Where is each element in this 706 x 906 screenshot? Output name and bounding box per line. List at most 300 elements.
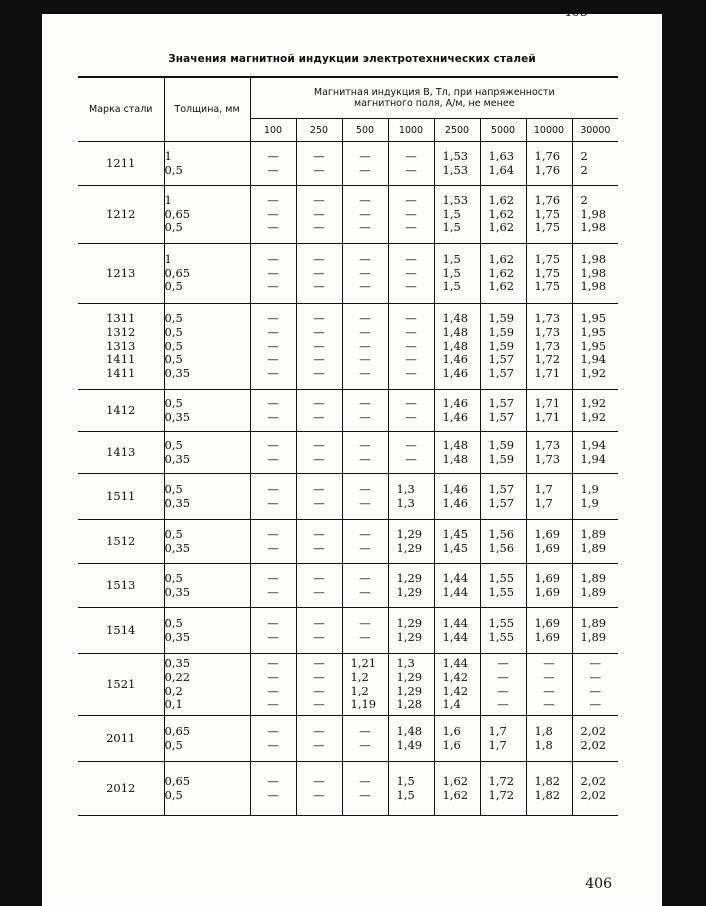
induction-cell	[526, 186, 572, 244]
grade-cell	[78, 186, 164, 244]
thickness-value: 0,65	[164, 723, 191, 738]
induction-cell	[296, 390, 342, 432]
induction-value: 1,42	[442, 683, 469, 698]
grade-label: 1413	[106, 444, 136, 459]
grade-cell	[78, 654, 164, 716]
induction-value: 1,9	[580, 481, 599, 496]
induction-cell	[250, 564, 296, 608]
induction-value: 1,48	[442, 338, 469, 353]
grade-cell	[78, 716, 164, 762]
induction-value: 1,98	[580, 279, 607, 294]
induction-cell	[388, 608, 434, 654]
induction-cell	[480, 390, 526, 432]
induction-value: 1,2	[350, 683, 369, 698]
header-field-1000: 1000	[388, 119, 434, 142]
induction-value: —	[359, 737, 371, 752]
induction-value: —	[313, 409, 325, 424]
induction-value: 1,46	[442, 481, 469, 496]
induction-value: 1,62	[442, 787, 469, 802]
grade-label: 1412	[106, 402, 136, 417]
induction-value: 1,48	[396, 723, 423, 738]
induction-value: 1,69	[534, 584, 561, 599]
induction-value: 1,75	[534, 220, 561, 235]
induction-value: 1,48	[442, 311, 469, 326]
header-field-100: 100	[250, 119, 296, 142]
induction-cell	[572, 186, 618, 244]
induction-cell	[526, 244, 572, 304]
induction-value: 1,62	[488, 220, 515, 235]
induction-value: 1,48	[442, 451, 469, 466]
thickness-cell	[164, 186, 250, 244]
induction-value: 1,9	[580, 495, 599, 510]
induction-cell	[250, 304, 296, 390]
induction-cell	[388, 432, 434, 474]
induction-value: 1,48	[442, 324, 469, 339]
induction-value: —	[267, 395, 279, 410]
induction-value: 1,48	[442, 437, 469, 452]
induction-value: —	[359, 324, 371, 339]
induction-value: —	[313, 615, 325, 630]
table-row	[78, 432, 618, 474]
induction-value: —	[267, 451, 279, 466]
induction-value: 1,92	[580, 366, 607, 381]
induction-cell	[296, 654, 342, 716]
induction-cell	[480, 304, 526, 390]
induction-value: 1,94	[580, 352, 607, 367]
induction-value: —	[359, 338, 371, 353]
induction-value: 1,5	[442, 251, 461, 266]
thickness-value: 0,5	[164, 437, 183, 452]
induction-cell	[342, 520, 388, 564]
induction-value: —	[313, 526, 325, 541]
induction-value: 1,55	[488, 629, 515, 644]
induction-value: —	[359, 279, 371, 294]
table-title: Значения магнитной индукции электротехнических сталей	[168, 53, 536, 65]
induction-value: 1,8	[534, 737, 553, 752]
induction-value: 1,46	[442, 495, 469, 510]
induction-value: —	[405, 206, 417, 221]
induction-value: —	[405, 395, 417, 410]
induction-cell	[250, 520, 296, 564]
induction-value: —	[359, 526, 371, 541]
induction-value: —	[359, 495, 371, 510]
induction-value: 2,02	[580, 723, 607, 738]
induction-cell	[342, 186, 388, 244]
induction-value: —	[359, 629, 371, 644]
page-number: 406	[585, 876, 612, 892]
induction-cell	[434, 186, 480, 244]
induction-value: —	[313, 279, 325, 294]
grade-label: 2012	[106, 780, 136, 795]
grade-cell	[78, 474, 164, 520]
induction-cell	[296, 474, 342, 520]
induction-value: 1,63	[488, 148, 515, 163]
induction-value: 1,56	[488, 526, 515, 541]
induction-cell	[388, 654, 434, 716]
induction-value: —	[589, 697, 602, 712]
induction-value: 1,89	[580, 615, 607, 630]
induction-value: —	[267, 669, 279, 684]
induction-value: 1,95	[580, 338, 607, 353]
thickness-cell	[164, 608, 250, 654]
induction-value: —	[313, 366, 325, 381]
induction-value: —	[313, 311, 325, 326]
induction-cell	[296, 432, 342, 474]
induction-cell	[434, 432, 480, 474]
induction-value: —	[267, 526, 279, 541]
table-row	[78, 304, 618, 390]
induction-value: 1,64	[488, 162, 515, 177]
induction-value: —	[313, 437, 325, 452]
header-field-250: 250	[296, 119, 342, 142]
induction-value: 1,55	[488, 584, 515, 599]
induction-value: —	[267, 251, 279, 266]
grade-label: 1312	[106, 324, 136, 339]
induction-cell	[526, 564, 572, 608]
thickness-value: 0,35	[164, 584, 191, 599]
table-row	[78, 244, 618, 304]
induction-cell	[480, 520, 526, 564]
header-thickness: Толщина, мм	[164, 77, 250, 142]
induction-cell	[342, 390, 388, 432]
induction-cell	[250, 432, 296, 474]
induction-cell	[480, 142, 526, 186]
thickness-value: 0,65	[164, 773, 191, 788]
induction-cell	[572, 304, 618, 390]
grade-label: 1211	[106, 155, 136, 170]
grade-cell	[78, 520, 164, 564]
induction-value: 1,29	[396, 570, 423, 585]
induction-value: 2,02	[580, 737, 607, 752]
induction-value: —	[359, 352, 371, 367]
induction-value: —	[267, 570, 279, 585]
thickness-value: 0,5	[164, 615, 183, 630]
induction-cell	[480, 654, 526, 716]
induction-value: —	[267, 366, 279, 381]
induction-value: 1,42	[442, 669, 469, 684]
induction-value: 1,46	[442, 366, 469, 381]
induction-cell	[434, 608, 480, 654]
induction-value: —	[313, 737, 325, 752]
induction-value: —	[405, 437, 417, 452]
induction-value: 1,69	[534, 526, 561, 541]
grade-label: 1411	[106, 366, 136, 381]
induction-cell	[250, 654, 296, 716]
induction-cell	[342, 142, 388, 186]
table-row	[78, 654, 618, 716]
table-row	[78, 142, 618, 186]
induction-cell	[388, 474, 434, 520]
induction-value: 1,76	[534, 148, 561, 163]
induction-cell	[342, 244, 388, 304]
induction-cell	[296, 564, 342, 608]
thickness-cell	[164, 520, 250, 564]
induction-value: —	[313, 697, 325, 712]
thickness-value: 1	[164, 192, 172, 207]
induction-value: 1,76	[534, 162, 561, 177]
thickness-cell	[164, 474, 250, 520]
induction-value: —	[267, 279, 279, 294]
induction-value: 1,56	[488, 540, 515, 555]
induction-value: 2	[580, 148, 588, 163]
induction-value: 1,3	[396, 495, 415, 510]
induction-value: —	[405, 366, 417, 381]
induction-cell	[572, 432, 618, 474]
induction-value: 1,21	[350, 656, 377, 671]
thickness-value: 0,22	[164, 669, 191, 684]
induction-cell	[250, 244, 296, 304]
induction-cell	[434, 716, 480, 762]
induction-value: —	[267, 540, 279, 555]
induction-value: 1,3	[396, 481, 415, 496]
induction-cell	[572, 762, 618, 816]
thickness-value: 0,1	[164, 697, 183, 712]
induction-value: 1,5	[442, 220, 461, 235]
induction-value: 1,57	[488, 409, 515, 424]
induction-cell	[480, 244, 526, 304]
induction-value: —	[313, 338, 325, 353]
thickness-value: 0,5	[164, 162, 183, 177]
induction-cell	[388, 244, 434, 304]
header-field-10000: 10000	[526, 119, 572, 142]
induction-cell	[342, 474, 388, 520]
induction-cell	[250, 716, 296, 762]
induction-value: —	[267, 683, 279, 698]
induction-value: —	[313, 540, 325, 555]
induction-value: 1,7	[534, 481, 553, 496]
induction-value: —	[313, 148, 325, 163]
induction-value: 1,59	[488, 324, 515, 339]
header-induction-group	[250, 77, 618, 119]
induction-value: 1,59	[488, 311, 515, 326]
induction-value: 1,57	[488, 481, 515, 496]
induction-value: 1,69	[534, 615, 561, 630]
induction-cell	[526, 390, 572, 432]
induction-value: 1,4	[442, 697, 461, 712]
induction-value: —	[313, 669, 325, 684]
induction-value: 1,59	[488, 338, 515, 353]
induction-cell	[572, 390, 618, 432]
thickness-cell	[164, 432, 250, 474]
induction-value: —	[405, 311, 417, 326]
induction-value: 1,44	[442, 629, 469, 644]
induction-value: 1,75	[534, 265, 561, 280]
induction-value: —	[267, 787, 279, 802]
thickness-value: 0,35	[164, 656, 191, 671]
induction-value: 1,57	[488, 495, 515, 510]
induction-value: —	[405, 220, 417, 235]
induction-value: 1,98	[580, 265, 607, 280]
induction-value: 1,55	[488, 570, 515, 585]
grade-label: 1411	[106, 352, 136, 367]
header-field-2500: 2500	[434, 119, 480, 142]
induction-cell	[526, 142, 572, 186]
induction-value: —	[405, 338, 417, 353]
induction-value: —	[405, 265, 417, 280]
induction-value: 1,55	[488, 615, 515, 630]
induction-value: —	[359, 220, 371, 235]
thickness-cell	[164, 716, 250, 762]
induction-value: —	[359, 192, 371, 207]
induction-cell	[526, 304, 572, 390]
grade-label: 1213	[106, 265, 136, 280]
induction-value: —	[359, 265, 371, 280]
induction-cell	[434, 142, 480, 186]
induction-value: 1,6	[442, 737, 461, 752]
induction-value: —	[405, 324, 417, 339]
induction-value: 1,73	[534, 311, 561, 326]
induction-cell	[250, 474, 296, 520]
induction-cell	[342, 564, 388, 608]
induction-value: 1,57	[488, 366, 515, 381]
induction-cell	[388, 564, 434, 608]
induction-cell	[480, 762, 526, 816]
induction-value: —	[313, 683, 325, 698]
induction-value: 1,69	[534, 570, 561, 585]
induction-value: 1,8	[534, 723, 553, 738]
thickness-cell	[164, 244, 250, 304]
induction-value: 1,7	[534, 495, 553, 510]
induction-value: —	[543, 697, 555, 712]
induction-value: —	[267, 656, 279, 671]
induction-value: —	[267, 629, 279, 644]
thickness-value: 0,65	[164, 265, 191, 280]
induction-value: —	[267, 206, 279, 221]
induction-cell	[296, 608, 342, 654]
grade-cell	[78, 142, 164, 186]
grade-label: 1212	[106, 206, 136, 221]
induction-value: —	[267, 437, 279, 452]
induction-value: 1,71	[534, 395, 561, 410]
header-group-line1: Магнитная индукция В, Тл, при напряженности	[313, 87, 555, 98]
table-row	[78, 186, 618, 244]
induction-value: —	[267, 352, 279, 367]
induction-value: —	[405, 251, 417, 266]
induction-cell	[526, 608, 572, 654]
induction-value: —	[359, 437, 371, 452]
previous-page-number: 405	[563, 5, 588, 20]
induction-value: —	[267, 338, 279, 353]
induction-value: —	[589, 683, 602, 698]
induction-value: —	[359, 723, 371, 738]
induction-value: —	[267, 220, 279, 235]
induction-cell	[342, 432, 388, 474]
induction-value: —	[589, 669, 602, 684]
induction-value: 1,44	[442, 615, 469, 630]
induction-value: 1,57	[488, 352, 515, 367]
induction-value: —	[589, 656, 602, 671]
induction-cell	[480, 474, 526, 520]
induction-value: 1,95	[580, 324, 607, 339]
induction-cell	[572, 520, 618, 564]
induction-value: —	[543, 683, 555, 698]
induction-value: —	[359, 206, 371, 221]
induction-cell	[434, 390, 480, 432]
induction-value: 1,94	[580, 437, 607, 452]
induction-value: —	[267, 324, 279, 339]
induction-value: 1,2	[350, 669, 369, 684]
induction-value: —	[359, 481, 371, 496]
induction-value: —	[267, 723, 279, 738]
table-row	[78, 608, 618, 654]
induction-value: 1,75	[534, 206, 561, 221]
induction-value: 1,29	[396, 629, 423, 644]
grade-label: 1521	[106, 676, 136, 691]
table-row	[78, 474, 618, 520]
induction-value: 1,53	[442, 162, 469, 177]
grade-cell	[78, 432, 164, 474]
induction-value: —	[267, 737, 279, 752]
induction-value: —	[313, 206, 325, 221]
induction-cell	[434, 474, 480, 520]
induction-value: 1,46	[442, 352, 469, 367]
induction-cell	[572, 244, 618, 304]
table-row	[78, 390, 618, 432]
induction-value: 1,3	[396, 656, 415, 671]
induction-value: 1,5	[396, 773, 415, 788]
thickness-value: 0,5	[164, 737, 183, 752]
grade-cell	[78, 762, 164, 816]
header-grade: Марка стали	[78, 77, 164, 142]
induction-cell	[296, 142, 342, 186]
induction-value: —	[313, 265, 325, 280]
induction-value: 1,98	[580, 206, 607, 221]
induction-value: 1,89	[580, 629, 607, 644]
induction-value: —	[359, 395, 371, 410]
induction-value: —	[359, 162, 371, 177]
induction-value: —	[497, 683, 509, 698]
induction-cell	[296, 762, 342, 816]
induction-value: 1,89	[580, 526, 607, 541]
thickness-value: 0,35	[164, 366, 191, 381]
induction-value: —	[405, 162, 417, 177]
induction-value: 1,73	[534, 324, 561, 339]
induction-value: —	[313, 723, 325, 738]
induction-value: —	[359, 366, 371, 381]
grade-label: 1513	[106, 577, 136, 592]
induction-value: —	[267, 584, 279, 599]
induction-value: 1,92	[580, 395, 607, 410]
thickness-value: 1	[164, 148, 172, 163]
induction-value: 1,82	[534, 773, 561, 788]
grade-cell	[78, 564, 164, 608]
induction-value: —	[267, 311, 279, 326]
induction-value: —	[313, 451, 325, 466]
induction-value: —	[313, 395, 325, 410]
thickness-value: 0,65	[164, 206, 191, 221]
induction-value: —	[359, 409, 371, 424]
induction-value: —	[359, 251, 371, 266]
induction-value: —	[359, 773, 371, 788]
induction-cell	[480, 716, 526, 762]
induction-value: 1,92	[580, 409, 607, 424]
thickness-value: 0,5	[164, 311, 183, 326]
induction-value: —	[267, 773, 279, 788]
induction-cell	[434, 762, 480, 816]
thickness-value: 0,35	[164, 540, 191, 555]
induction-value: —	[267, 495, 279, 510]
grade-label: 1313	[106, 338, 136, 353]
grade-label: 1512	[106, 533, 136, 548]
induction-value: 1,5	[442, 279, 461, 294]
induction-value: 1,75	[534, 251, 561, 266]
induction-value: —	[405, 192, 417, 207]
induction-value: 1,28	[396, 697, 423, 712]
induction-value: —	[313, 324, 325, 339]
thickness-value: 1	[164, 251, 172, 266]
induction-value: —	[543, 656, 555, 671]
table-row	[78, 564, 618, 608]
